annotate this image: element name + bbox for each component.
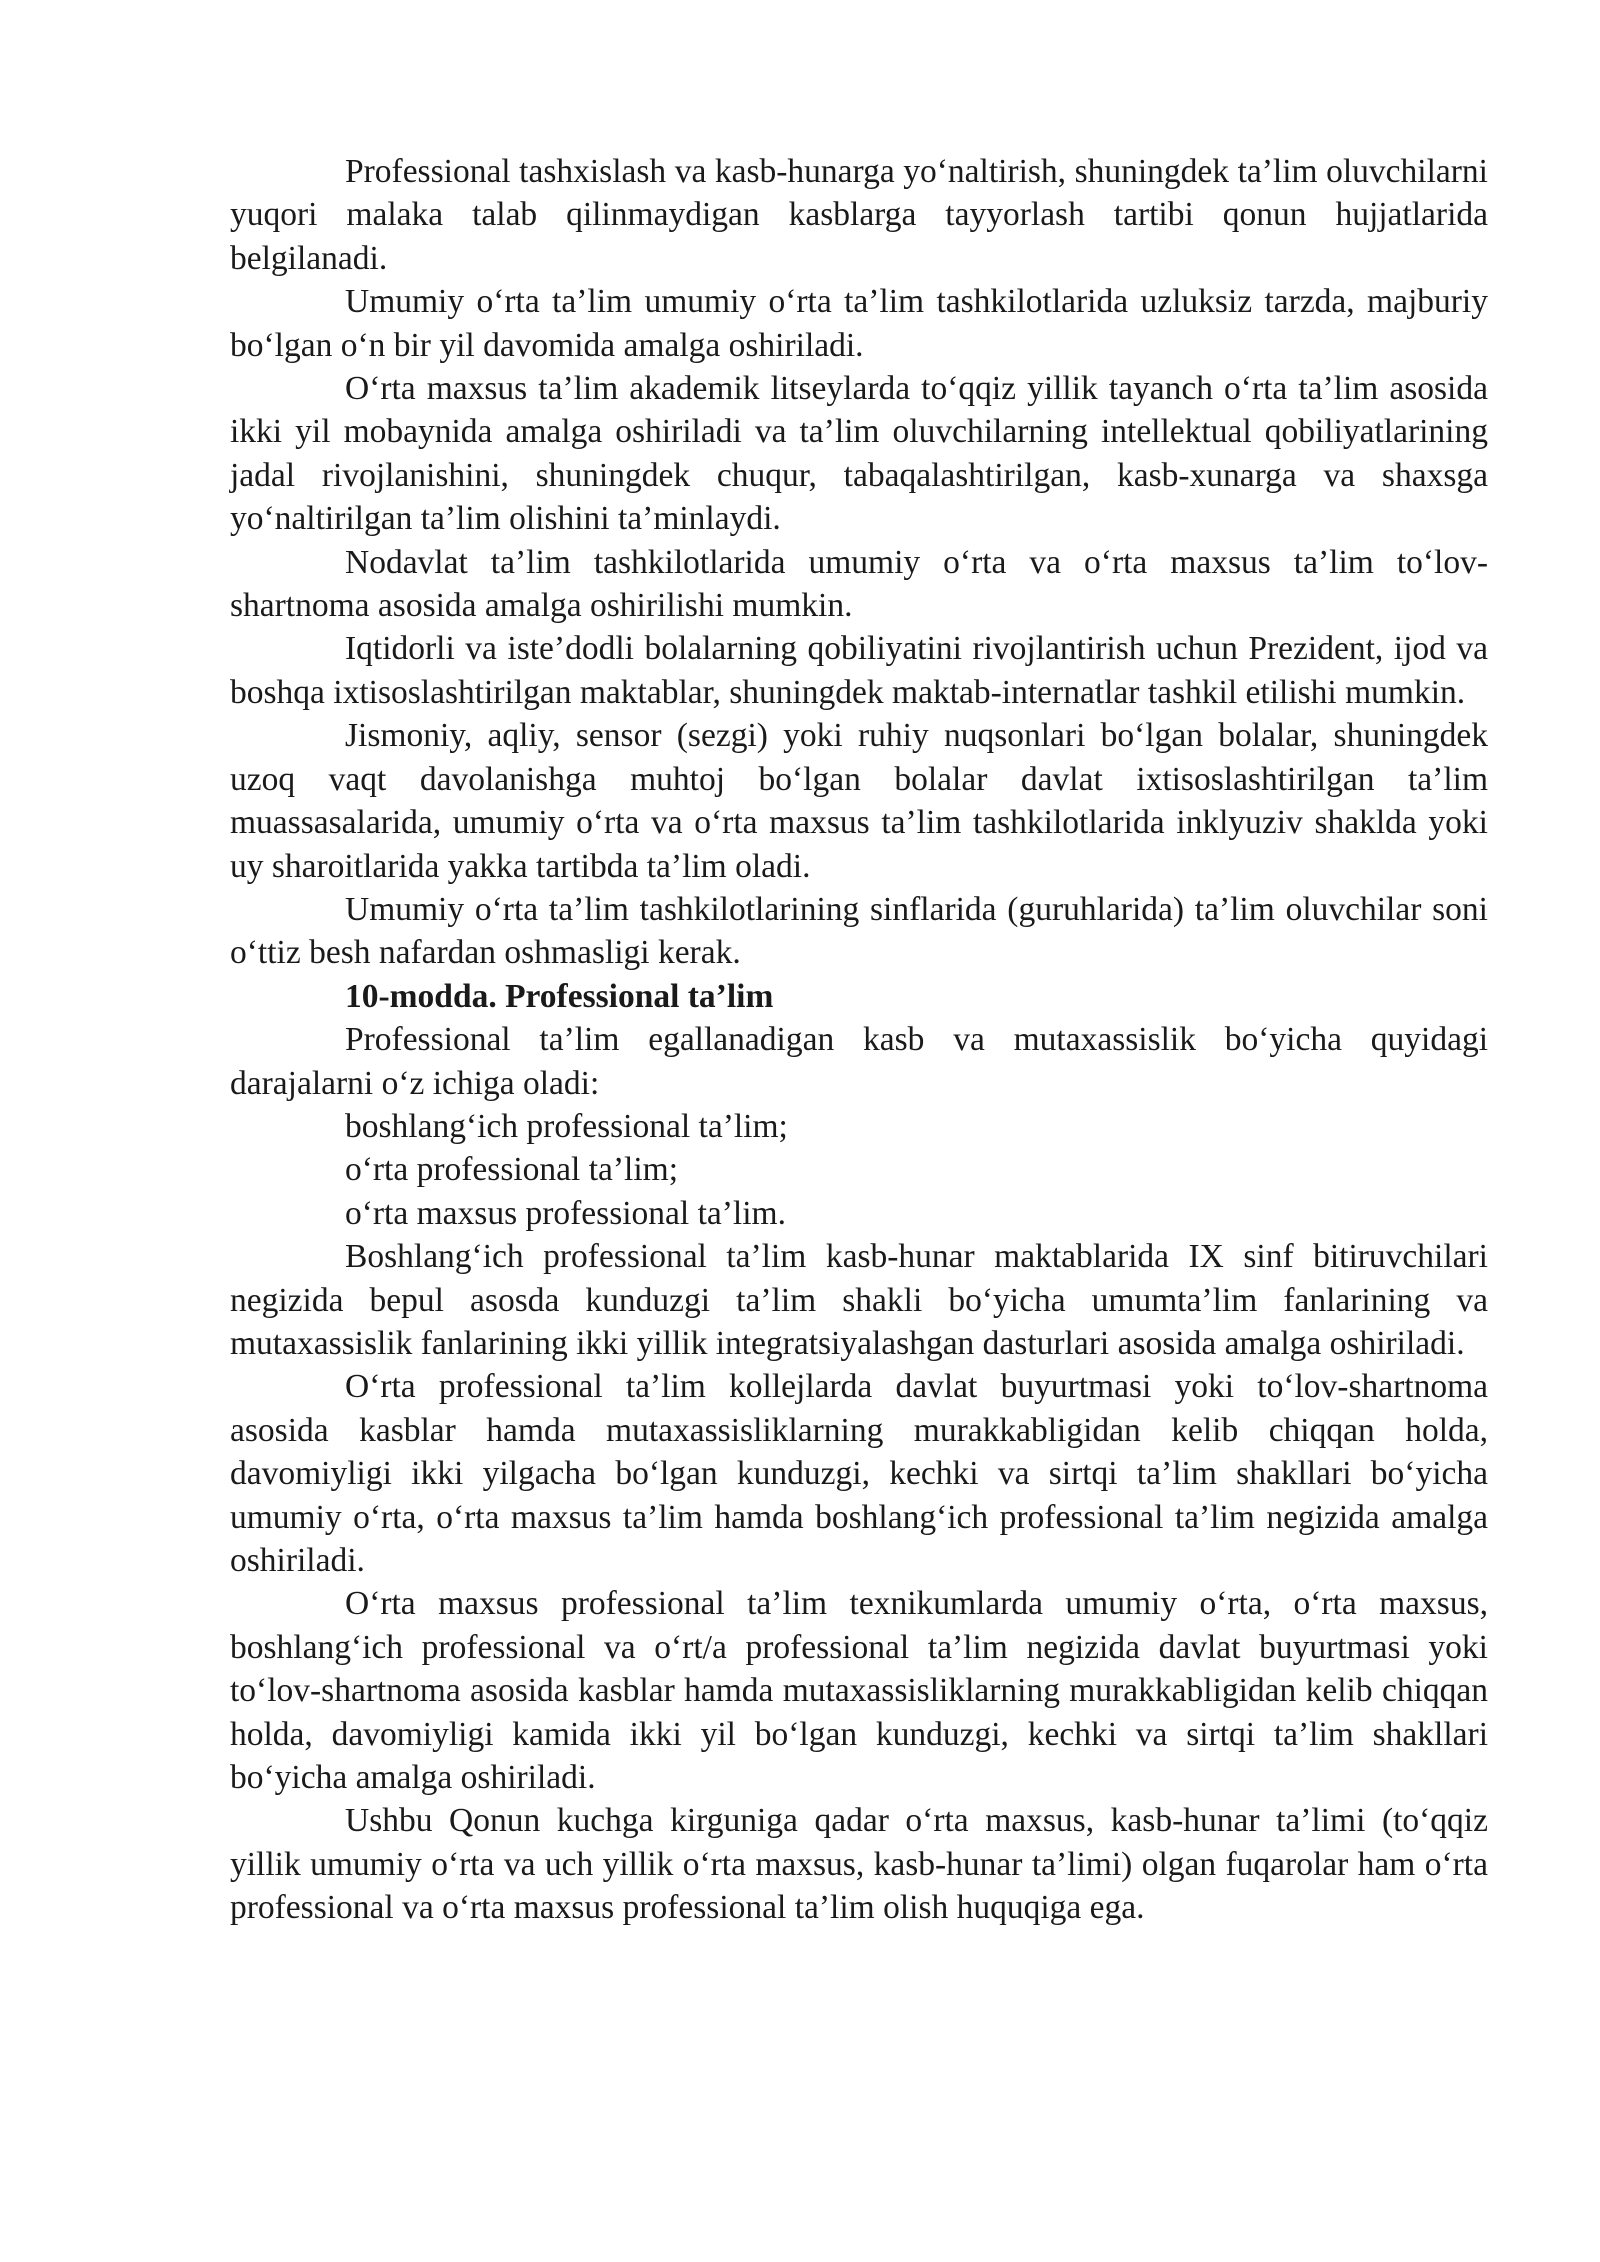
paragraph: Iqtidorli va iste’dodli bolalarning qobiliyatini rivojlantirish uchun Prezident, ijod va boshqa ixtisoslashtirilgan maktablar, shuningdek maktab-internatlar tashkil etilishi mumkin. bbox=[230, 630, 1488, 711]
paragraph: Professional tashxislash va kasb-hunarga yo‘naltirish, shuningdek ta’lim oluvchilarni yuqori malaka talab qilinmaydigan kasblarga tayyorlash tartibi qonun hujjatlarida belgilanadi. bbox=[230, 153, 1488, 277]
article-heading: 10-modda. Professional ta’lim bbox=[345, 977, 774, 1015]
paragraph: O‘rta professional ta’lim kollejlarda davlat buyurtmasi yoki to‘lov-shartnoma asosida kasblar hamda mutaxassisliklarning murakkabligidan kelib chiqqan holda, davomiyligi ikki yilgacha bo‘lgan kunduzgi, kechki va sirtqi ta’lim shakllari bo‘yicha umumiy o‘rta, o‘rta maxsus ta’lim hamda boshlang‘ich professional ta’lim negizida amalga oshiriladi. bbox=[230, 1368, 1488, 1579]
article-intro: Professional ta’lim egallanadigan kasb va mutaxassislik bo‘yicha quyidagi darajalarni o‘z ichiga oladi: bbox=[230, 1021, 1488, 1102]
paragraph: Jismoniy, aqliy, sensor (sezgi) yoki ruhiy nuqsonlari bo‘lgan bolalar, shuningdek uzoq vaqt davolanishga muhtoj bo‘lgan bolalar davlat ixtisoslashtirilgan ta’lim muassasalarida, umumiy o‘rta va o‘rta maxsus ta’lim tashkilotlarida inklyuziv shaklda yoki uy sharoitlarida yakka tartibda ta’lim oladi. bbox=[230, 717, 1488, 885]
document-page bbox=[230, 150, 1488, 1930]
paragraph: Nodavlat ta’lim tashkilotlarida umumiy o‘rta va o‘rta maxsus ta’lim to‘lov-shartnoma asosida amalga oshirilishi mumkin. bbox=[230, 543, 1488, 625]
paragraph: O‘rta maxsus professional ta’lim texnikumlarda umumiy o‘rta, o‘rta maxsus, boshlang‘ich professional va o‘rt/a professional ta’lim negizida davlat buyurtmasi yoki to‘lov-shartnoma asosida kasblar hamda mutaxassisliklarning murakkabligidan kelib chiqqan holda, davomiyligi kamida ikki yil bo‘lgan kunduzgi, kechki va sirtqi ta’lim shakllari bo‘yicha amalga oshiriladi. bbox=[230, 1585, 1488, 1797]
paragraph: Umumiy o‘rta ta’lim umumiy o‘rta ta’lim tashkilotlarida uzluksiz tarzda, majburiy bo‘lgan o‘n bir yil davomida amalga oshiriladi. bbox=[230, 283, 1488, 364]
list-item: o‘rta maxsus professional ta’lim. bbox=[345, 1194, 786, 1232]
list-item: boshlang‘ich professional ta’lim; bbox=[345, 1107, 788, 1145]
paragraph: Umumiy o‘rta ta’lim tashkilotlarining sinflarida (guruhlarida) ta’lim oluvchilar soni o‘ttiz besh nafardan oshmasligi kerak. bbox=[230, 890, 1488, 972]
paragraph: O‘rta maxsus ta’lim akademik litseylarda to‘qqiz yillik tayanch o‘rta ta’lim asosida ikki yil mobaynida amalga oshiriladi va ta’lim oluvchilarning intellektual qobiliyatlarining jadal rivojlanishini, shuningdek chuqur, tabaqalashtirilgan, kasb-xunarga va shaxsga yo‘naltirilgan ta’lim olishini ta’minlaydi. bbox=[230, 370, 1488, 538]
paragraph: Boshlang‘ich professional ta’lim kasb-hunar maktablarida IX sinf bitiruvchilari negizida bepul asosda kunduzgi ta’lim shakli bo‘yicha umumta’lim fanlarining va mutaxassislik fanlarining ikki yillik integratsiyalashgan dasturlari asosida amalga oshiriladi. bbox=[230, 1238, 1488, 1362]
paragraph: Ushbu Qonun kuchga kirguniga qadar o‘rta maxsus, kasb-hunar ta’limi (to‘qqiz yillik umumiy o‘rta va uch yillik o‘rta maxsus, kasb-hunar ta’limi) olgan fuqarolar ham o‘rta professional va o‘rta maxsus professional ta’lim olish huquqiga ega. bbox=[230, 1802, 1488, 1927]
list-item: o‘rta professional ta’lim; bbox=[345, 1151, 679, 1189]
